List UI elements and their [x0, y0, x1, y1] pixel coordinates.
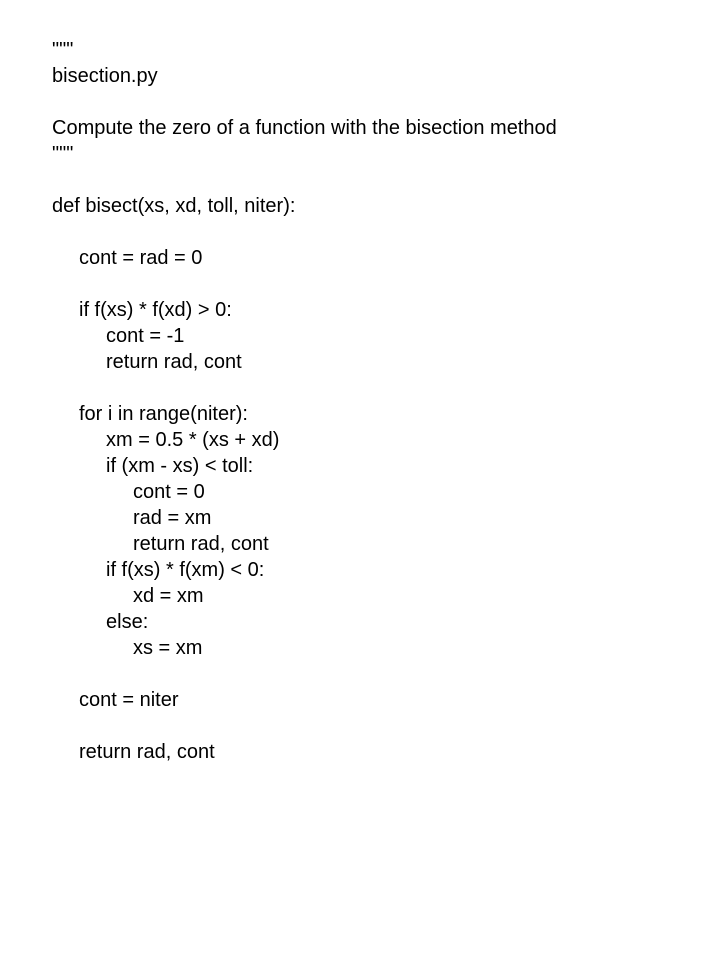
code-line-rad-assign: rad = xm [133, 507, 212, 529]
code-line-cont-neg: cont = -1 [106, 325, 185, 347]
code-line-if-sign: if f(xs) * f(xm) < 0: [106, 559, 265, 581]
filename: bisection.py [52, 65, 158, 87]
docstring-close: """ [52, 143, 74, 165]
code-line-for: for i in range(niter): [79, 403, 248, 425]
code-line-cont-zero: cont = 0 [133, 481, 205, 503]
blank-line [52, 661, 692, 687]
code-line-xd-assign: xd = xm [133, 585, 204, 607]
code-line-return-inner: return rad, cont [133, 533, 269, 555]
code-line-if-toll: if (xm - xs) < toll: [106, 455, 254, 477]
function-definition: def bisect(xs, xd, toll, niter): [52, 195, 296, 217]
blank-line [52, 375, 692, 401]
blank-line [52, 167, 692, 193]
blank-line [52, 713, 692, 739]
docstring-open: """ [52, 39, 74, 61]
code-line-return-final: return rad, cont [79, 741, 215, 763]
code-line-else: else: [106, 611, 149, 633]
code-line-xm-assign: xm = 0.5 * (xs + xd) [106, 429, 280, 451]
code-line-cont-niter: cont = niter [79, 689, 179, 711]
code-document [52, 37, 692, 765]
blank-line [52, 271, 692, 297]
code-line-return-early: return rad, cont [106, 351, 242, 373]
code-line-xs-assign: xs = xm [133, 637, 203, 659]
blank-line [52, 219, 692, 245]
code-line-init: cont = rad = 0 [79, 247, 203, 269]
description: Compute the zero of a function with the bisection method [52, 117, 557, 139]
code-line-if-check: if f(xs) * f(xd) > 0: [79, 299, 232, 321]
blank-line [52, 89, 692, 115]
